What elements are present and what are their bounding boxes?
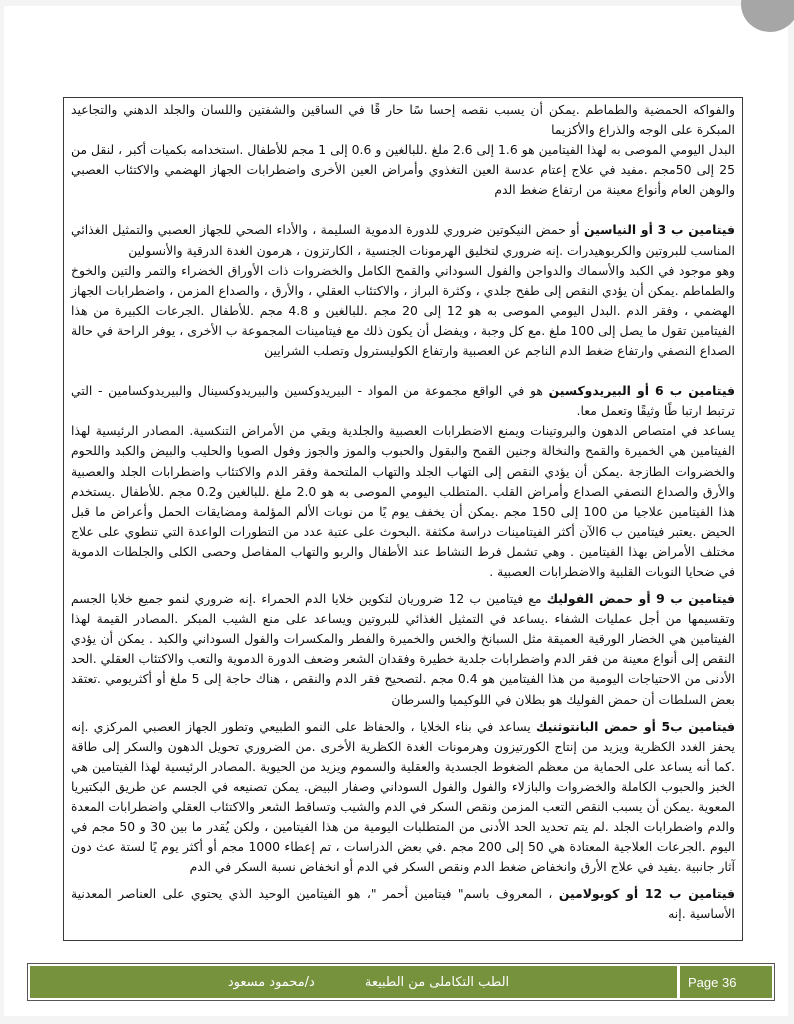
vitamin-b3-intro: أو حمض النيكوتين ضروري للدورة الدموية السليمة ، والأداء الصحي للجهاز العصبي والتمثيل الغذائي المناسب للبروتين والكربوهيدرات .إنه ضروري لتخليق الهرمونات الجنسية ، الكارتزون ، هرمون الغدة الدرقية والأنسولين xyxy=(71,222,735,258)
heading-vitamin-b3: فيتامين ب 3 أو النياسين xyxy=(584,222,735,238)
content-text-box xyxy=(63,97,743,941)
heading-vitamin-b9: فيتامين ب 9 أو حمض الفوليك xyxy=(546,591,736,607)
paragraph-vitamin-b3 xyxy=(71,220,735,260)
heading-vitamin-b6: فيتامين ب 6 أو البيريدوكسين xyxy=(548,383,735,399)
paragraph-spacer xyxy=(71,877,735,884)
page-number: Page 36 xyxy=(688,974,737,990)
vitamin-b6-intro: هو في الواقع مجموعة من المواد - البيريدوكسين والبيريدوكسينال والبيريدوكسامين - التي ترتبط ارتبا طًا وثيقًا وتعمل معا. xyxy=(71,383,735,419)
vitamin-b9-body: مع فيتامين ب 12 ضروريان لتكوين خلايا الدم الحمراء .إنه ضروري لنمو جميع خلايا الجسم وتقسيمها من أجل عمليات الشفاء .يساعد في التمثيل الغذائي للبروتين ويساعد على منع الشيب المبكر .المصادر القيمة لهذا الفيتامين هي الخضار الورقية العميقة مثل السبانخ والخس والخميرة والفطر والمكسرات والفول السوداني والكبد . يمكن أن يؤدي النقص إلى أنواع معينة من فقر الدم واضطرابات جلدية خطيرة وفقدان الشعر وضعف الدورة الدموية والتعب والاكتئاب العقلي .الحد الأدنى من الاحتياجات اليومية من هذا الفيتامين هو 0.4 مجم .لتصحيح فقر الدم والنقص ، هناك حاجة إلى 5 ملغ أو أكثريومي .تعتقد بعض السلطات أن حمض الفوليك هو بطلان في اللوكيميا والسرطان xyxy=(71,591,736,707)
footer-title-area xyxy=(30,966,680,998)
paragraph-b2-continuation: والفواكه الحمضية والطماطم .يمكن أن يسبب نقصه إحسا سًا حار قًا في الساقين والشفتين واللسان والجلد الدهني والتجاعيد المبكرة على الوجه والذراع والأكزيما xyxy=(71,102,735,138)
paragraph-spacer xyxy=(71,710,735,717)
page-footer xyxy=(27,963,775,1001)
document-page xyxy=(4,6,788,1016)
heading-vitamin-b12: فيتامين ب 12 أو كوبولامين xyxy=(558,886,736,902)
page-corner-decoration xyxy=(741,0,794,32)
footer-author: د/محمود مسعود xyxy=(227,974,315,990)
paragraph-spacer xyxy=(71,200,735,220)
footer-book-title: الطب التكاملى من الطبيعة xyxy=(364,974,510,990)
heading-vitamin-b5: فيتامين ب5 أو حمض البانتوثنيك xyxy=(536,718,735,734)
paragraph-vitamin-b3-sources: وهو موجود في الكبد والأسماك والدواجن والفول السوداني والقمح الكامل والخضروات ذات الأوراق الخضراء والتمر والتين والخوخ والطماطم .يمكن أن يؤدي النقص إلى طفح جلدي ، وكثرة البراز ، والاكتئاب العقلي ، والأرق ، والصداع المزمن ، واضطرابات الجهاز الهضمي ، وفقر الدم .البدل اليومي الموصى به هو 12 إلى 20 مجم .للبالغين و 4.8 مجم .للأطفال .الجرعات الكبيرة من هذا الفيتامين تقول ما يصل إلى 100 ملغ .مع كل وجبة ، ويفضل أن يكون ذلك مع فيتامينات المجموعة ب الأخرى ، يوفر الراحة في حالة الصداع النصفي وارتفاع ضغط الدم الناجم عن العصبية وارتفاع الكوليسترول وتصلب الشرايين xyxy=(71,262,735,359)
vitamin-b12-body: ، المعروف باسم" فيتامين أحمر "، هو الفيتامين الوحيد الذي يحتوي على العناصر المعدنية الأساسية .إنه xyxy=(71,886,735,922)
vitamin-b5-body: يساعد في بناء الخلايا ، والحفاظ على النمو الطبيعي وتطور الجهاز العصبي المركزي .إنه يحفز الغدد الكظرية ويزيد من إنتاج الكورتيزون وهرمونات الغدة الكظرية الأخرى .من الضروري تحويل الدهون والسكر إلى طاقة .كما أنه يساعد على الحماية من معظم الضغوط الجسدية والعقلية والسموم ويزيد من الحيوية .المصادر الرئيسية لهذا الفيتامين هي الخبز والحبوب الكاملة والخضروات والبازلاء والفول والفول السوداني وصفار البيض. يمكن تصنيعه في الجسم عن طريق البكتيريا المعوية .يمكن أن يسبب النقص التعب المزمن ونقص السكر في الدم والشيب وتساقط الشعر والاكتئاب العقلي واضطرابات المعدة والدم واضطرابات الجلد .لم يتم تحديد الحد الأدنى من المتطلبات اليومية من هذا الفيتامين ، ولكن يُقدر ما بين 30 و 50 مجم في اليوم .الجرعات العلاجية المعتادة هي 50 إلى 200 مجم .في بعض الدراسات ، تم إعطاء 1000 مجم أو أكثر يوم يًا لستة عث دون آثار جانبية .يفيد في علاج الأرق وانخفاض ضغط الدم ونقص السكر في الدم أو انخفاض نسبة السكر في الدم xyxy=(71,718,735,875)
paragraph-vitamin-b9 xyxy=(71,589,735,710)
footer-bar xyxy=(30,966,772,998)
paragraph-b2-dosage: البدل اليومي الموصى به لهذا الفيتامين هو 1.6 إلى 2.6 ملغ .للبالغين و 0.6 إلى 1 مجم للأطفال .استخدامه بكميات أكبر ، لنقل من 25 إلى 50مجم .مفيد في علاج إعتام عدسة العين التغذوي وأمراض العين الأخرى واضطرابات الجهاز الهضمي والاكتئاب العصبي والوهن العام وأنواع معينة من ارتفاع ضغط الدم xyxy=(71,142,735,198)
paragraph-vitamin-b6-details: يساعد في امتصاص الدهون والبروتينات ويمنع الاضطرابات العصبية والجلدية ويقي من الأمراض التنكسية. المصادر الرئيسية لهذا الفيتامين هي الخميرة والقمح والنخالة وجنين القمح والبقول والحبوب والموز والجوز وفول الصويا والحليب والبيض والكبد واللحوم والخضروات الطازجة .يمكن أن يؤدي النقص إلى التهاب الجلد والتهاب الملتحمة وفقر الدم والاكتئاب واضطرابات الجلد والعصبية والأرق والصداع النصفي الصداع وأمراض القلب .المتطلب اليومي الموصى به هو 2.0 ملغ .للبالغين و0.2 مجم .للأطفال .يستخدم هذا الفيتامين علاجيا من 100 إلى 150 مجم .يمكن أن يخفف يوم يًا من نوبات الألم المؤلمة ومضايقات الحمل وأعراض ما قبل الحيض .يعتبر فيتامين ب 6الآن أكثر الفيتامينات دراسة مكثفة .البحوث على عتبة عدد من التطورات الواعدة التي تنطوي على علاج مختلف الأمراض بهذا الفيتامين . وهي تشمل فرط النشاط عند الأطفال والربو والتهاب المفاصل وحصى الكلى والجلطات الدموية في ضحايا النوبات القلبية والاضطرابات العصبية . xyxy=(71,423,735,579)
paragraph-spacer xyxy=(71,361,735,381)
paragraph-vitamin-b5 xyxy=(71,717,735,878)
paragraph-spacer xyxy=(71,582,735,589)
paragraph-vitamin-b12 xyxy=(71,884,735,924)
paragraph-vitamin-b6 xyxy=(71,381,735,421)
